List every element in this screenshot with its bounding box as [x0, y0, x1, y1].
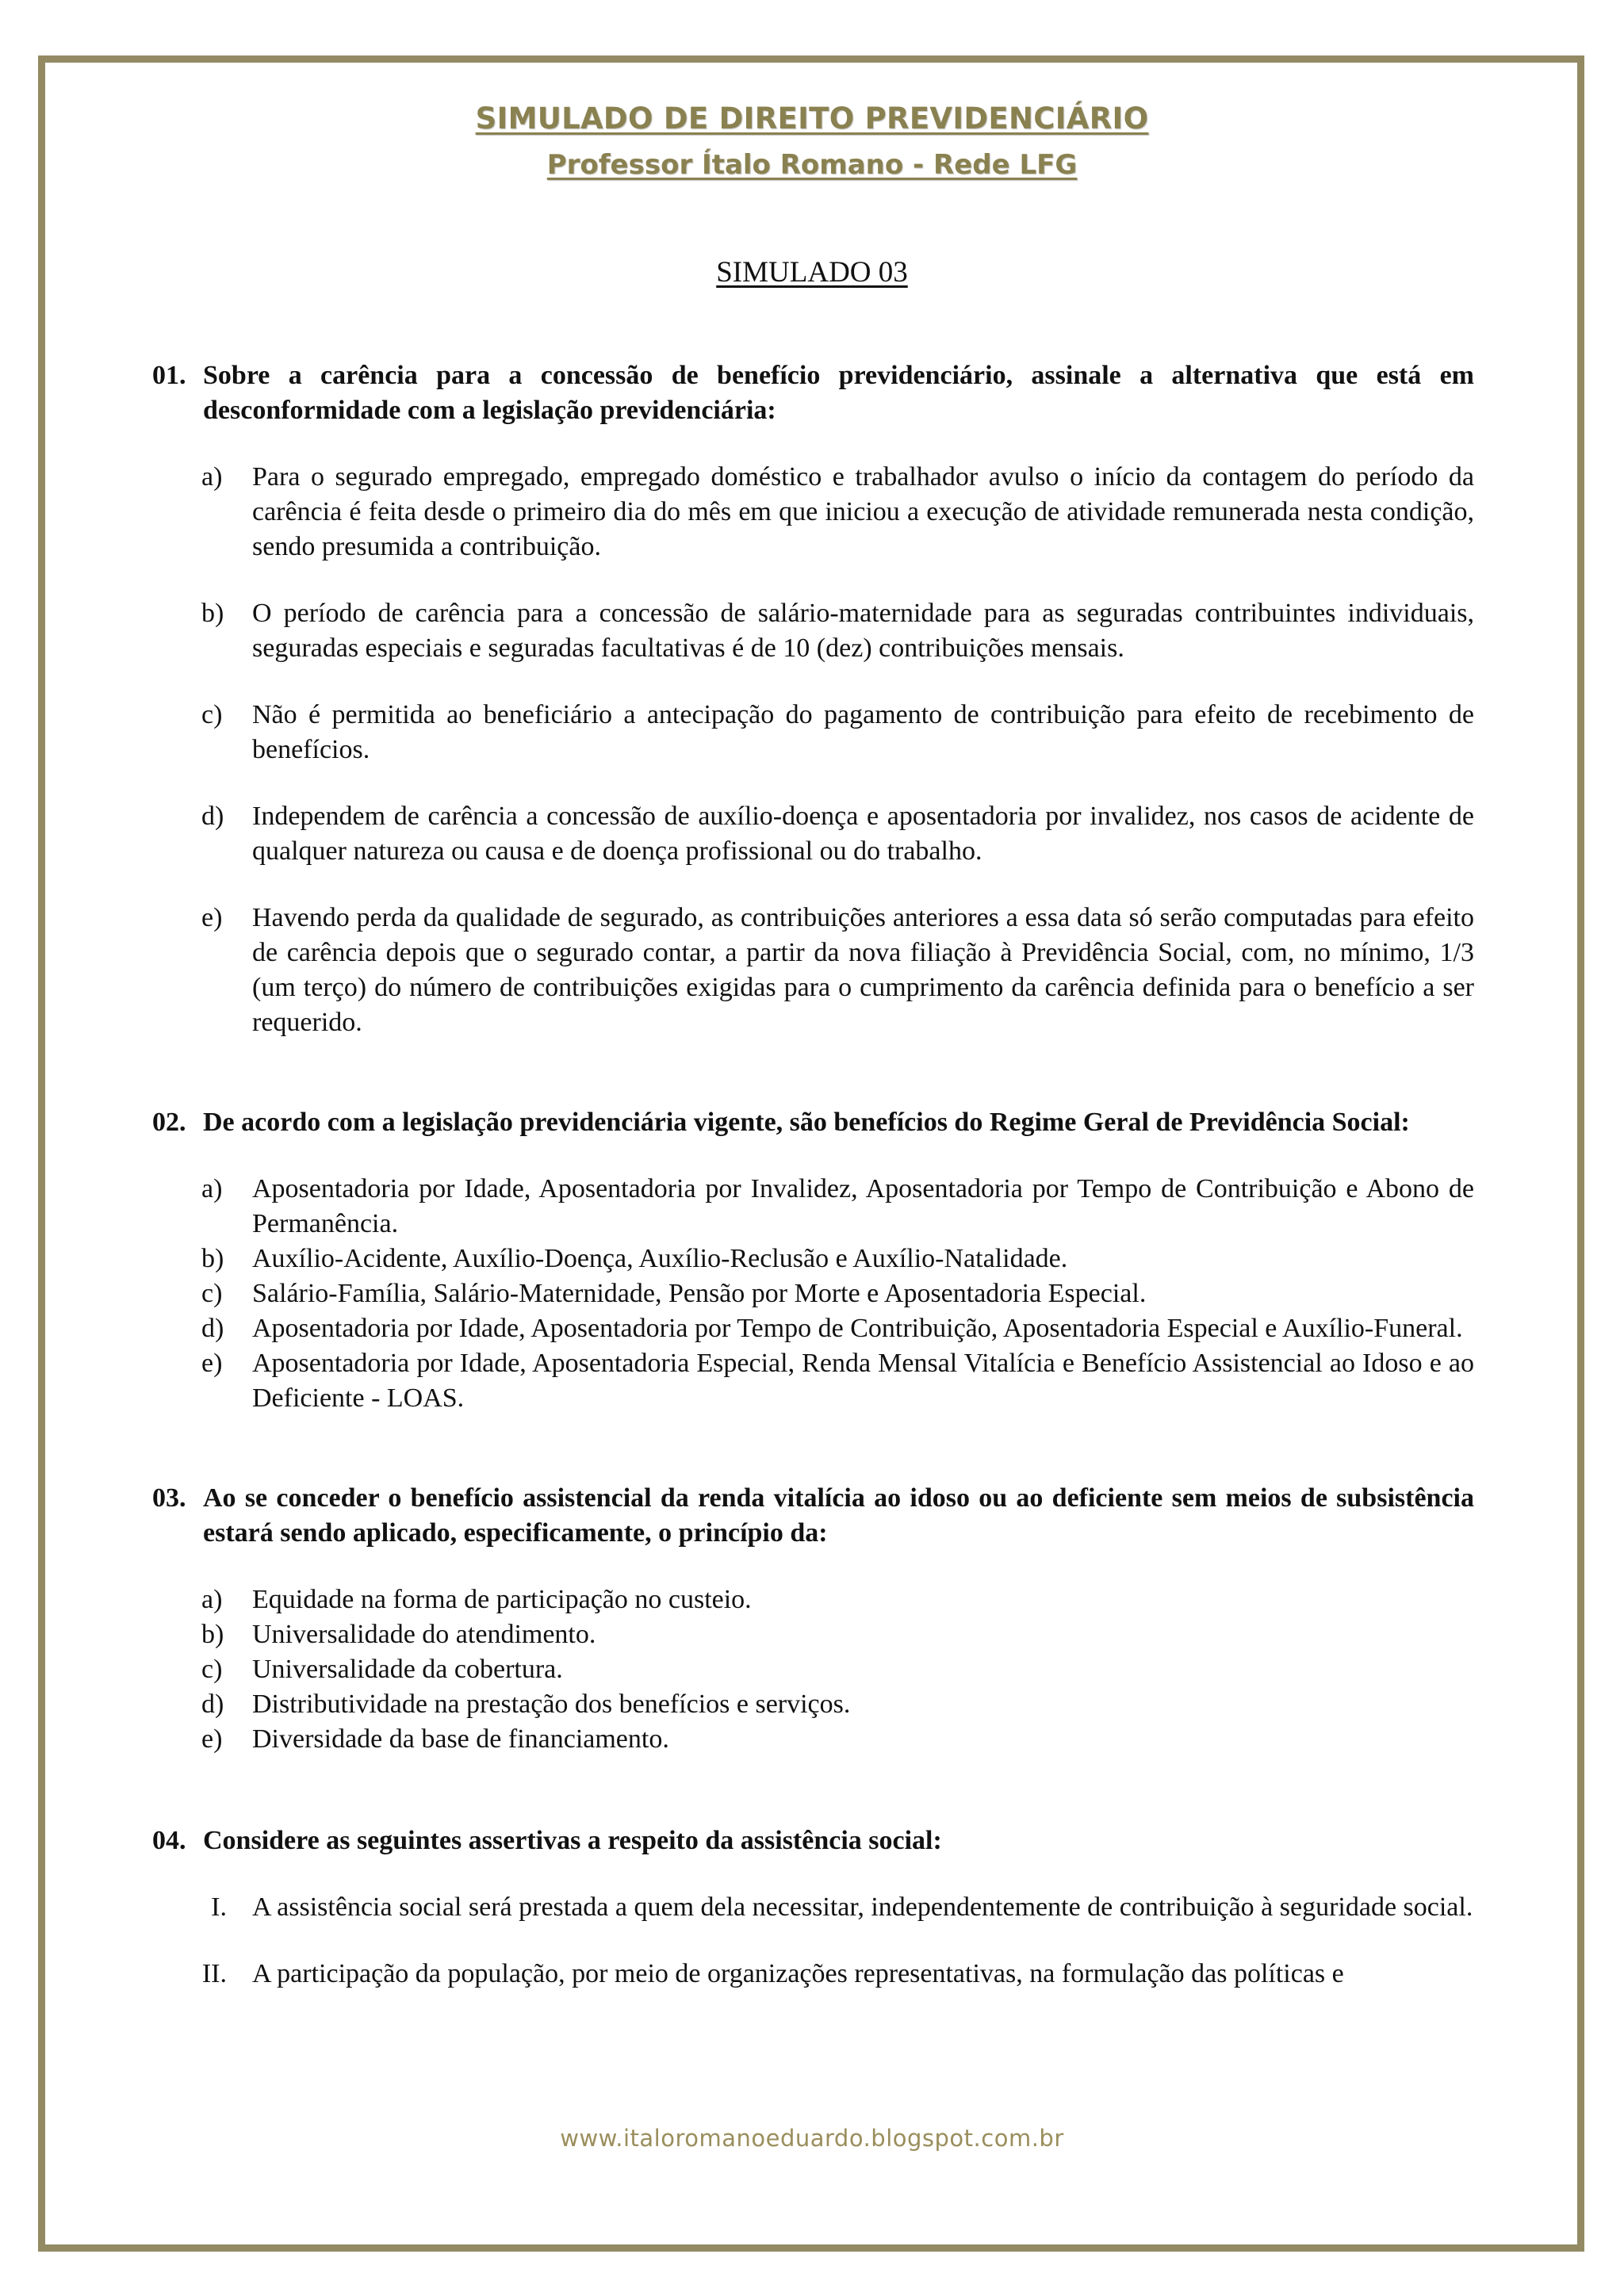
option-item: [152, 460, 1474, 564]
option-text: O período de carência para a concessão de salário-maternidade para as seguradas contribuintes individuais, seguradas especiais e seguradas facultativas é de 10 (dez) contribuições mensais.: [252, 599, 1474, 663]
option-label: e): [201, 1724, 223, 1754]
option-text: Auxílio-Acidente, Auxílio-Doença, Auxílio-Reclusão e Auxílio-Natalidade.: [252, 1244, 1068, 1273]
option-text: Distributividade na prestação dos benefícios e serviços.: [252, 1689, 851, 1719]
option-text: Salário-Família, Salário-Maternidade, Pensão por Morte e Aposentadoria Especial.: [252, 1279, 1147, 1308]
assertion-item: [152, 1957, 1474, 1992]
option-item: [152, 596, 1474, 666]
option-text: Aposentadoria por Idade, Aposentadoria por Tempo de Contribuição, Aposentadoria Especial e Auxílio-Funeral.: [252, 1314, 1463, 1343]
option-label: d): [201, 1689, 224, 1719]
option-text: Havendo perda da qualidade de segurado, as contribuições anteriores a essa data só serão computadas para efeito de carência depois que o segurado contar, a partir da nova filiação à Previdência Social, com, no mínimo, 1/3 (um terço) do número de contribuições exigidas para o cumprimento da carência definida para o benefício a ser requerido.: [252, 903, 1474, 1037]
option-label: c): [201, 1655, 223, 1684]
option-text: Para o segurado empregado, empregado doméstico e trabalhador avulso o início da contagem do período da carência é feita desde o primeiro dia do mês em que iniciou a execução de atividade remunerada nesta condição, sendo presumida a contribuição.: [252, 462, 1474, 561]
question-text: Ao se conceder o benefício assistencial da renda vitalícia ao idoso ou ao deficiente sem meios de subsistência estará sendo aplicado, especificamente, o princípio da:: [203, 1483, 1474, 1548]
option-text: Aposentadoria por Idade, Aposentadoria Especial, Renda Mensal Vitalícia e Benefício Assistencial ao Idoso e ao Deficiente - LOAS.: [252, 1349, 1474, 1413]
assertion-item: [152, 1890, 1474, 1925]
question-03: [152, 1481, 1474, 1551]
option-item: [152, 1617, 1474, 1652]
option-text: Independem de carência a concessão de auxílio-doença e aposentadoria por invalidez, nos casos de acidente de qualquer natureza ou causa e de doença profissional ou do trabalho.: [252, 802, 1474, 866]
assertion-text: A participação da população, por meio de organizações representativas, na formulação das políticas e: [252, 1959, 1344, 1988]
option-label: a): [201, 1585, 223, 1614]
header-subtitle: Professor Ítalo Romano - Rede LFG: [546, 149, 1078, 181]
option-item: [152, 698, 1474, 767]
option-label: a): [201, 462, 223, 492]
option-item: [152, 799, 1474, 869]
option-text: Não é permitida ao beneficiário a antecipação do pagamento de contribuição para efeito de recebimento de benefícios.: [252, 700, 1474, 764]
question-number: 04.: [152, 1826, 186, 1855]
header-title: SIMULADO DE DIREITO PREVIDENCIÁRIO: [475, 101, 1149, 136]
option-text: Equidade na forma de participação no custeio.: [252, 1585, 752, 1614]
option-item: [152, 1276, 1474, 1311]
option-label: e): [201, 903, 223, 932]
option-item: [152, 1722, 1474, 1757]
questions-body: [152, 358, 1474, 1992]
question-02: [152, 1105, 1474, 1140]
option-item: [152, 1652, 1474, 1687]
assertion-label: II.: [201, 1959, 227, 1988]
question-text: Sobre a carência para a concessão de benefício previdenciário, assinale a alternativa que está em desconformidade com a legislação previdenciária:: [203, 361, 1474, 425]
page-title: SIMULADO 03: [716, 256, 908, 289]
option-label: c): [201, 700, 223, 729]
question-04: [152, 1823, 1474, 1858]
option-label: b): [201, 599, 224, 628]
option-text: Universalidade do atendimento.: [252, 1620, 596, 1649]
option-item: [152, 1242, 1474, 1276]
question-text: De acordo com a legislação previdenciária vigente, são benefícios do Regime Geral de Previdência Social:: [203, 1108, 1410, 1137]
option-item: [152, 901, 1474, 1040]
option-label: a): [201, 1174, 223, 1203]
option-item: [152, 1172, 1474, 1242]
option-item: [152, 1582, 1474, 1617]
option-text: Aposentadoria por Idade, Aposentadoria por Invalidez, Aposentadoria por Tempo de Contribuição e Abono de Permanência.: [252, 1174, 1474, 1238]
question-01: [152, 358, 1474, 428]
assertion-text: A assistência social será prestada a quem dela necessitar, independentemente de contribuição à seguridade social.: [252, 1892, 1473, 1922]
assertion-label: I.: [211, 1892, 227, 1922]
option-item: [152, 1346, 1474, 1416]
question-number: 03.: [152, 1483, 186, 1513]
option-item: [152, 1687, 1474, 1722]
option-item: [152, 1311, 1474, 1346]
question-text: Considere as seguintes assertivas a respeito da assistência social:: [203, 1826, 942, 1855]
option-label: b): [201, 1620, 224, 1649]
question-number: 01.: [152, 361, 186, 390]
option-label: c): [201, 1279, 223, 1308]
option-label: e): [201, 1349, 223, 1378]
option-text: Universalidade da cobertura.: [252, 1655, 563, 1684]
option-label: d): [201, 802, 224, 831]
option-text: Diversidade da base de financiamento.: [252, 1724, 669, 1754]
option-label: d): [201, 1314, 224, 1343]
option-label: b): [201, 1244, 224, 1273]
footer-url[interactable]: www.italoromanoeduardo.blogspot.com.br: [560, 2125, 1064, 2152]
question-number: 02.: [152, 1108, 186, 1137]
